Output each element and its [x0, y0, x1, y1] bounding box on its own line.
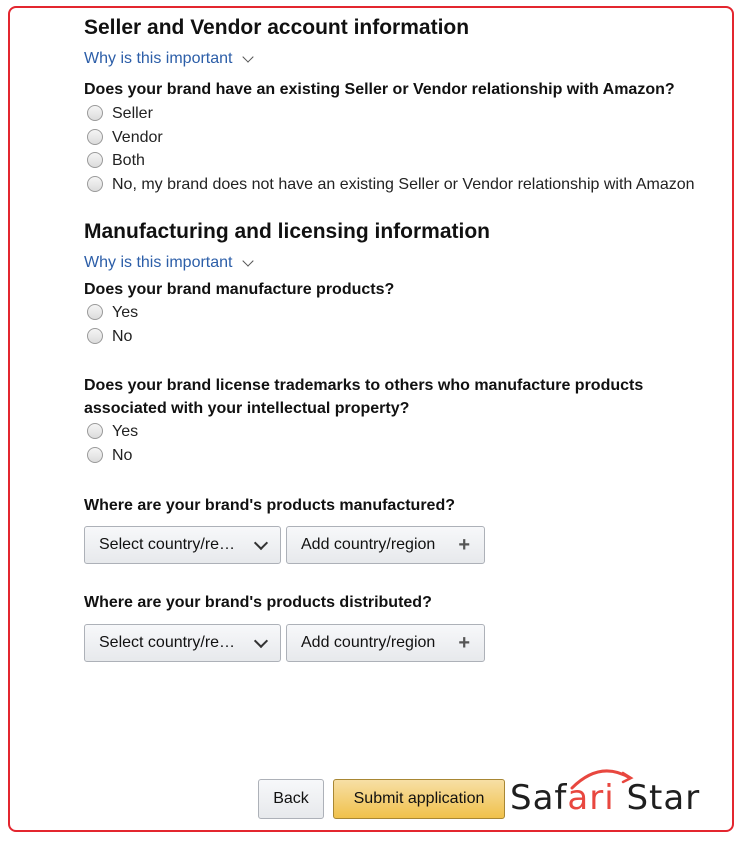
radio-button[interactable]: [87, 328, 103, 344]
add-distributed-country-button[interactable]: [286, 624, 485, 662]
select-value: Select country/re…: [99, 536, 236, 553]
radio-label: Vendor: [112, 128, 163, 146]
select-value: Select country/re…: [99, 634, 236, 651]
plus-icon: +: [458, 533, 470, 556]
radio-option-manufacture-no[interactable]: [84, 325, 704, 349]
watermark-text-part2: ari: [567, 778, 615, 818]
chevron-down-icon: [243, 51, 254, 62]
radio-option-none[interactable]: [84, 173, 704, 197]
manufactured-where-question: Where are your brand's products manufactured?: [84, 497, 455, 514]
radio-button[interactable]: [87, 129, 103, 145]
radio-option-seller[interactable]: [84, 102, 704, 126]
radio-label: Yes: [112, 304, 139, 321]
add-button-label: Add country/region: [301, 634, 436, 651]
radio-button[interactable]: [87, 423, 103, 439]
radio-label: No: [112, 446, 133, 464]
radio-option-manufacture-yes[interactable]: [84, 301, 704, 325]
radio-button[interactable]: [87, 105, 103, 121]
radio-button[interactable]: [87, 152, 103, 168]
chevron-down-icon: [243, 255, 254, 266]
safari-star-watermark: [510, 764, 720, 824]
watermark-text-part3: Star: [614, 778, 701, 818]
radio-option-license-no[interactable]: [84, 444, 704, 468]
radio-label: No, my brand does not have an existing Seller or Vendor relationship with Amazon: [112, 175, 695, 193]
radio-option-license-yes[interactable]: [84, 420, 704, 444]
distributed-country-select[interactable]: [84, 624, 281, 662]
radio-label: Yes: [112, 423, 139, 440]
add-button-label: Add country/region: [301, 536, 436, 553]
why-important-link-manufacturing[interactable]: [84, 254, 252, 272]
radio-label: No: [112, 327, 133, 345]
distributed-where-question: Where are your brand's products distributed?: [84, 594, 432, 611]
radio-button[interactable]: [87, 304, 103, 320]
manufacturing-section-title: Manufacturing and licensing information: [84, 220, 491, 243]
radio-option-both[interactable]: [84, 149, 704, 173]
back-button[interactable]: Back: [258, 779, 324, 819]
distributed-country-row: [84, 624, 704, 662]
license-question: Does your brand license trademarks to others who manufacture products associated with your intellectual property?: [84, 377, 644, 417]
radio-label: Seller: [112, 105, 153, 122]
manufactured-country-select[interactable]: [84, 526, 281, 564]
manufacture-question: Does your brand manufacture products?: [84, 281, 395, 298]
watermark-text: [510, 778, 700, 818]
why-important-label: Why is this important: [84, 50, 233, 67]
why-important-link-seller[interactable]: [84, 50, 252, 68]
why-important-label: Why is this important: [84, 254, 233, 271]
radio-option-vendor[interactable]: [84, 126, 704, 150]
seller-section-title: Seller and Vendor account information: [84, 16, 470, 39]
radio-button[interactable]: [87, 447, 103, 463]
submit-application-button[interactable]: Submit application: [333, 779, 505, 819]
radio-label: Both: [112, 152, 145, 169]
chevron-down-icon: [254, 536, 268, 550]
seller-question: Does your brand have an existing Seller or Vendor relationship with Amazon?: [84, 81, 675, 98]
plus-icon: +: [458, 631, 470, 654]
watermark-text-part1: Saf: [510, 778, 568, 818]
chevron-down-icon: [254, 634, 268, 648]
manufactured-country-row: [84, 526, 704, 564]
add-manufactured-country-button[interactable]: [286, 526, 485, 564]
application-form: [84, 14, 704, 662]
radio-button[interactable]: [87, 176, 103, 192]
